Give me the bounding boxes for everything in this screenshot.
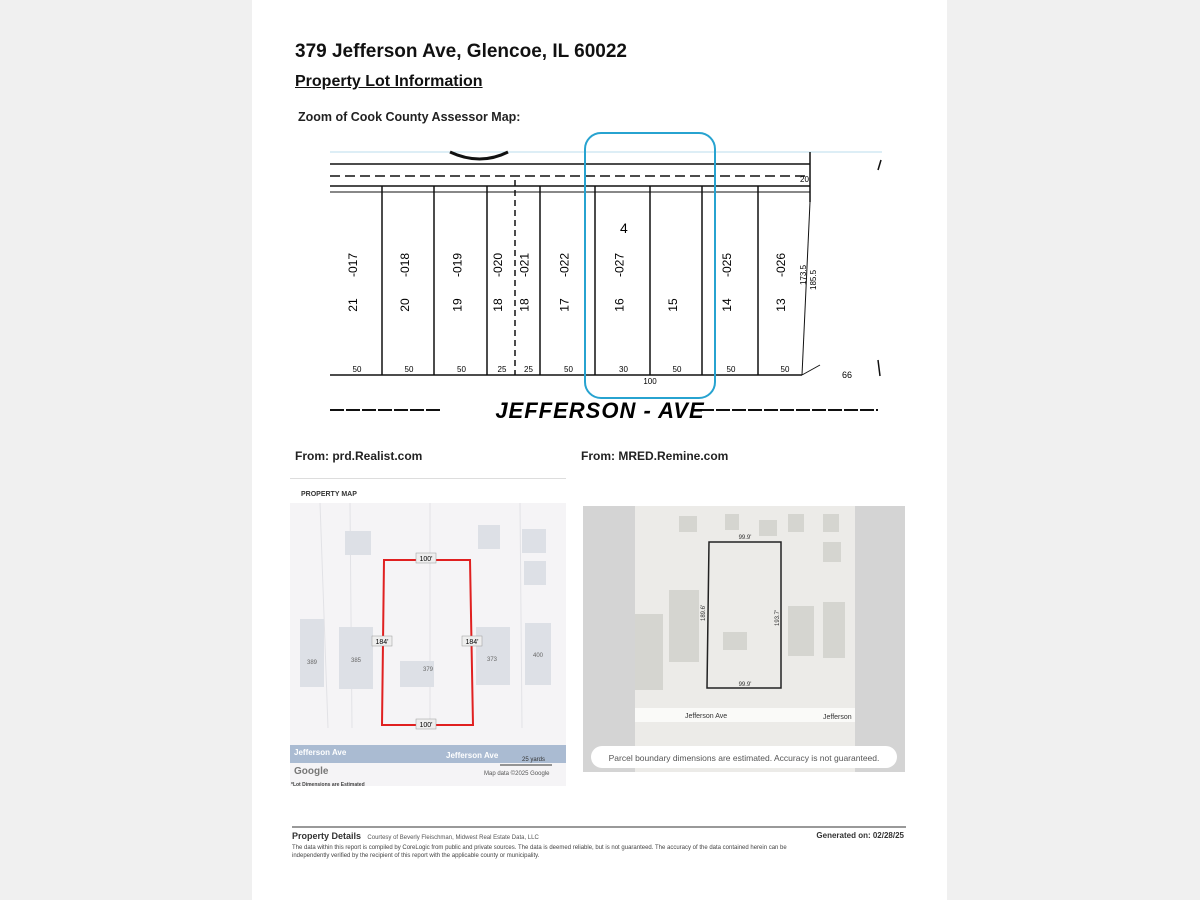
- alley-width: 20: [800, 175, 809, 184]
- google-logo: Google: [294, 766, 329, 777]
- house-number-373: 373: [486, 657, 498, 663]
- lot-number: 16: [612, 298, 627, 312]
- remine-dim-left: 189.6': [701, 604, 707, 621]
- house-number-385: 385: [350, 658, 362, 664]
- lot-number: 14: [720, 298, 734, 312]
- parcel-pin: -025: [720, 252, 734, 278]
- parcel-pin: -022: [557, 252, 572, 278]
- parcel-pin: -026: [774, 252, 788, 278]
- house-number-400: 400: [532, 653, 544, 659]
- dim-right: 184': [465, 639, 479, 646]
- realist-source-label: From: prd.Realist.com: [295, 449, 423, 463]
- assessor-map-label: Zoom of Cook County Assessor Map:: [298, 110, 521, 124]
- lot-number: 20: [398, 298, 412, 312]
- remine-dim-right: 193.7': [775, 609, 781, 626]
- estimated-note: *Lot Dimensions are Estimated: [291, 782, 365, 786]
- footer-courtesy: Courtesy of Beverly Fleischman, Midwest Real Estate Data, LLC: [367, 835, 539, 841]
- lot-frontage: 50: [352, 365, 362, 374]
- lot-frontage: 25: [524, 365, 533, 374]
- lot-frontage: 50: [672, 365, 682, 374]
- parcel-pin: -027: [612, 252, 627, 278]
- lot-frontage: 50: [564, 365, 573, 374]
- street-label-right: Jefferson Ave: [446, 751, 499, 760]
- lot-frontage: 50: [726, 365, 736, 374]
- dim-top: 100': [419, 556, 433, 563]
- map-data-credit: Map data ©2025 Google: [484, 771, 550, 777]
- parcel-pin: -020: [491, 252, 505, 278]
- lot-frontage: 50: [457, 365, 466, 374]
- realist-property-map: [290, 478, 566, 786]
- street-name: JEFFERSON - AVE: [495, 398, 705, 422]
- realist-map-header: PROPERTY MAP: [290, 478, 566, 505]
- report-footer: [292, 826, 906, 860]
- side-depth-1: 173.5: [799, 264, 808, 285]
- document-page: [252, 0, 947, 900]
- parcel-pin: -019: [450, 252, 465, 278]
- lot-number: 18: [517, 298, 532, 312]
- page-title: 379 Jefferson Ave, Glencoe, IL 60022: [295, 41, 627, 62]
- lot-number: 18: [491, 298, 505, 312]
- lot-number: 19: [450, 298, 465, 312]
- block-number: 4: [620, 220, 628, 236]
- lot-frontage: 50: [404, 365, 414, 374]
- house-number-389: 389: [306, 660, 318, 666]
- side-depth-2: 185.5: [809, 269, 818, 290]
- remine-street-right: Jefferson: [823, 714, 852, 721]
- lot-number: 21: [346, 298, 360, 312]
- parcel-pin: -021: [517, 252, 532, 278]
- lot-frontage: 25: [497, 365, 507, 374]
- remine-property-map: [583, 506, 905, 772]
- dim-left: 184': [375, 639, 389, 646]
- remine-street-left: Jefferson Ave: [685, 713, 728, 720]
- remine-dim-top: 99.9': [738, 535, 752, 541]
- remine-source-label: From: MRED.Remine.com: [581, 449, 729, 463]
- realist-map-canvas: [290, 503, 566, 786]
- street-label-left: Jefferson Ave: [294, 748, 347, 757]
- combined-frontage: 100: [643, 377, 657, 386]
- parcel-pin: -017: [346, 252, 360, 278]
- dim-bottom: 100': [419, 722, 433, 729]
- lot-frontage: 30: [619, 365, 628, 374]
- parcel-pin: -018: [398, 252, 412, 278]
- section-heading: Property Lot Information: [295, 73, 483, 90]
- lot-number: 15: [666, 298, 680, 312]
- generated-date: Generated on: 02/28/25: [816, 831, 904, 840]
- lot-number: 13: [774, 298, 788, 312]
- footer-label: Property Details: [292, 831, 362, 841]
- lot-frontage: 50: [780, 365, 790, 374]
- lot-number: 17: [557, 298, 572, 312]
- footer-disclaimer: The data within this report is compiled by CoreLogic from public and private sources. The data is deemed reliable, but is not guaranteed. The accuracy of the data contained herein can be independently verified by the recipient of this report with the applicable county or municipality.: [292, 845, 787, 859]
- scale-label: 25 yards: [522, 757, 546, 763]
- house-number-379: 379: [422, 667, 434, 673]
- assessor-map: [330, 130, 882, 422]
- far-right-frontage: 66: [842, 370, 853, 380]
- remine-dim-bottom: 99.9': [738, 682, 752, 688]
- remine-disclaimer: Parcel boundary dimensions are estimated. Accuracy is not guaranteed.: [608, 753, 880, 763]
